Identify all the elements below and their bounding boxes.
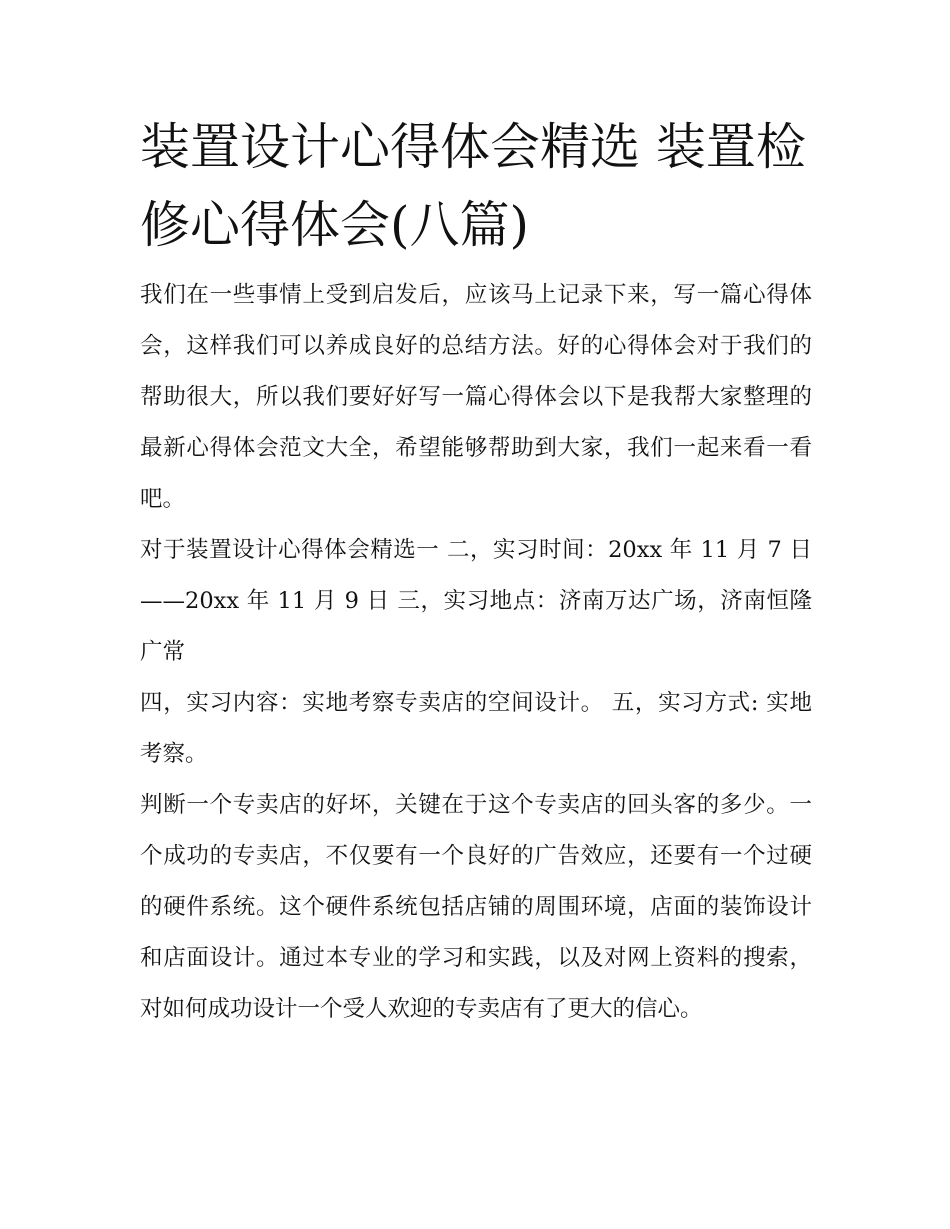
paragraph-time-location: 对于装置设计心得体会精选一 二，实习时间：20xx 年 11 月 7 日——20xx 年 11 月 9 日 三，实习地点：济南万达广场，济南恒隆广常 <box>140 537 812 665</box>
paragraph-intro: 我们在一些事情上受到启发后，应该马上记录下来，写一篇心得体会，这样我们可以养成良好的总结方法。好的心得体会对于我们的帮助很大，所以我们要好好写一篇心得体会以下是我帮大家整理的最新心得体会范文大全，希望能够帮助到大家，我们一起来看一看吧。 <box>140 282 812 512</box>
paragraph-content-method: 四，实习内容：实地考察专卖店的空间设计。 五，实习方式: 实地考察。 <box>140 690 812 767</box>
paragraph-analysis: 判断一个专卖店的好坏，关键在于这个专卖店的回头客的多少。一个成功的专卖店，不仅要有一个良好的广告效应，还要有一个过硬的硬件系统。这个硬件系统包括店铺的周围环境，店面的装饰设计和店面设计。通过本专业的学习和实践，以及对网上资料的搜索，对如何成功设计一个受人欢迎的专卖店有了更大的信心。 <box>140 792 812 1022</box>
document-title: 装置设计心得体会精选 装置检修心得体会(八篇) <box>140 118 806 254</box>
document-page <box>140 108 812 1035</box>
